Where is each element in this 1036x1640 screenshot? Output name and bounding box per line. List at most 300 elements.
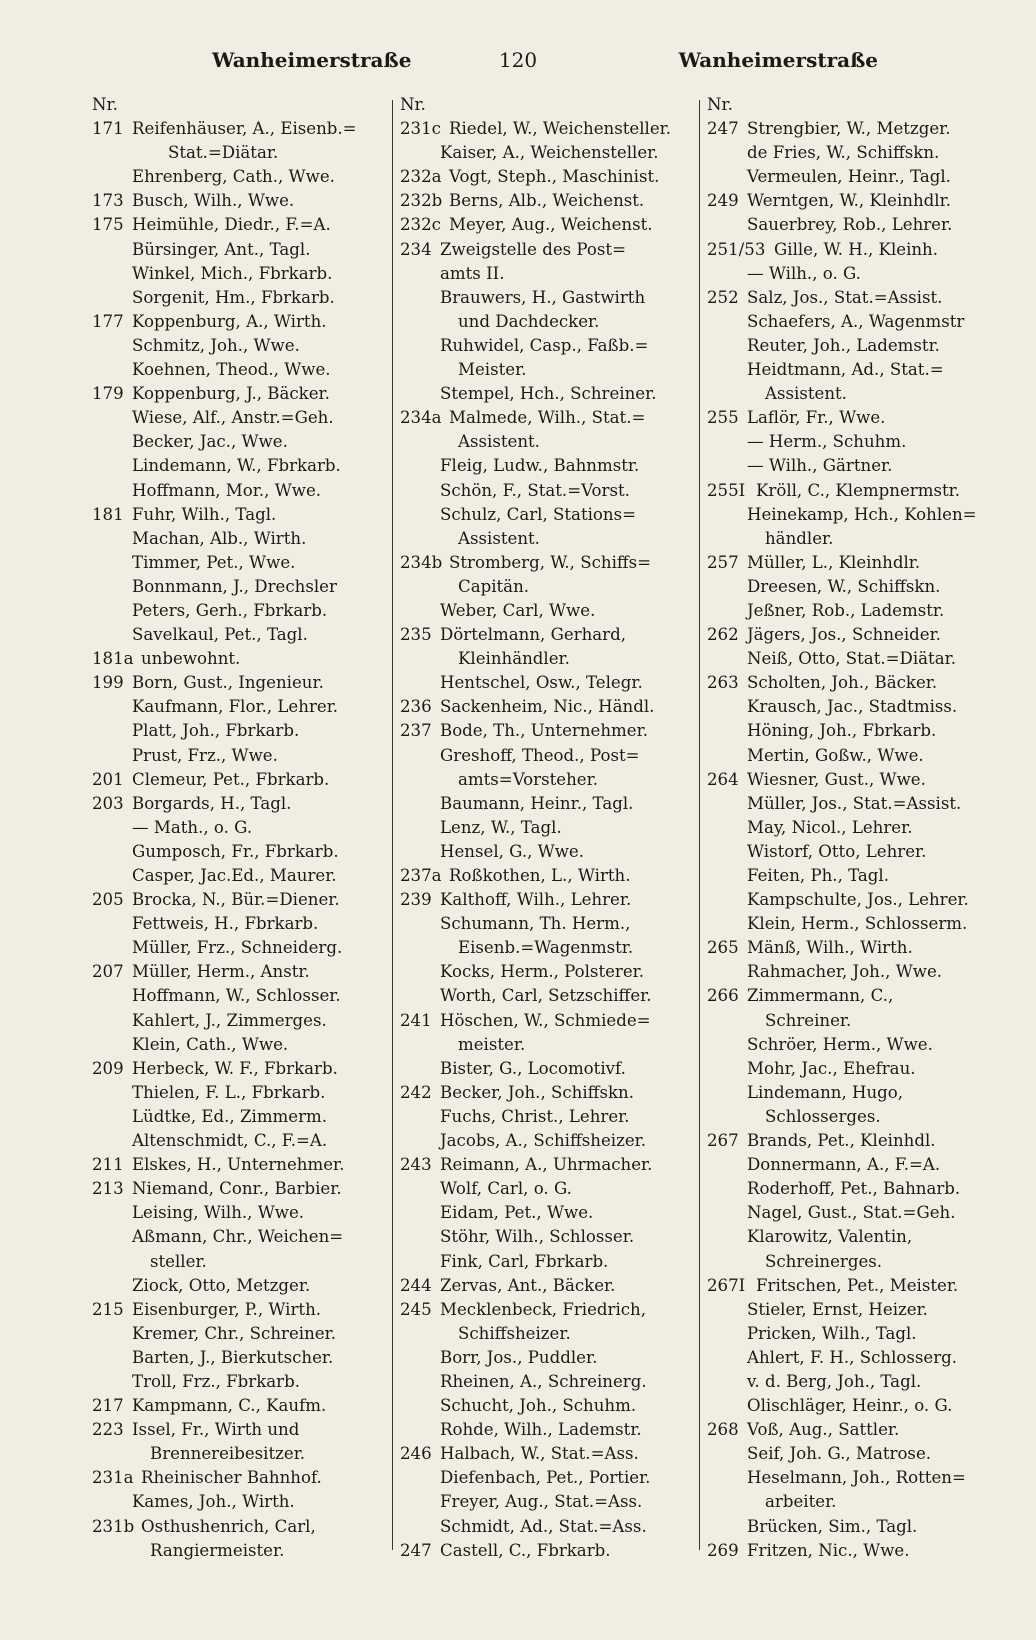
resident-entry: May, Nicol., Lehrer. xyxy=(747,817,913,837)
directory-entry xyxy=(92,1322,392,1346)
resident-entry: Castell, C., Fbrkarb. xyxy=(440,1540,611,1560)
directory-entry xyxy=(707,1009,1007,1033)
header-street-left: Wanheimerstraße xyxy=(212,48,412,72)
directory-entry xyxy=(92,936,392,960)
resident-entry: Kaufmann, Flor., Lehrer. xyxy=(132,697,339,717)
directory-entry xyxy=(92,141,392,165)
directory-entry xyxy=(400,792,700,816)
directory-entry xyxy=(400,768,700,792)
directory-entry xyxy=(400,888,700,912)
resident-entry: Kleinhändler. xyxy=(458,649,570,669)
resident-entry: — Math., o. G. xyxy=(132,817,253,837)
resident-entry: Hensel, G., Wwe. xyxy=(440,841,585,861)
resident-entry: Kremer, Chr., Schreiner. xyxy=(132,1323,336,1343)
resident-entry: Vermeulen, Heinr., Tagl. xyxy=(747,167,951,187)
directory-entry xyxy=(92,117,392,141)
directory-entry xyxy=(92,1442,392,1466)
resident-entry: Schucht, Joh., Schuhm. xyxy=(440,1396,637,1416)
directory-entry xyxy=(707,551,1007,575)
resident-entry: Feiten, Ph., Tagl. xyxy=(747,866,890,885)
house-number: 173 xyxy=(92,191,124,211)
house-number: 243 xyxy=(400,1155,432,1175)
directory-entry xyxy=(707,768,1007,792)
directory-entry xyxy=(400,141,700,165)
house-number: 267I xyxy=(707,1275,746,1295)
resident-entry: Pricken, Wilh., Tagl. xyxy=(747,1323,917,1343)
directory-entry xyxy=(400,382,700,406)
directory-entry xyxy=(707,430,1007,454)
directory-entry xyxy=(400,671,700,695)
resident-entry: Borr, Jos., Puddler. xyxy=(440,1347,598,1367)
resident-entry: Schreinerges. xyxy=(765,1251,883,1271)
directory-entry xyxy=(400,1250,700,1274)
resident-entry: Bürsinger, Ant., Tagl. xyxy=(132,239,311,259)
resident-entry: Scholten, Joh., Bäcker. xyxy=(747,673,938,693)
resident-entry: Schaefers, A., Wagenmstr xyxy=(747,311,965,331)
directory-entry xyxy=(707,1274,1007,1298)
directory-entry xyxy=(92,262,392,286)
directory-entry xyxy=(400,358,700,382)
resident-entry: Reifenhäuser, A., Eisenb.= xyxy=(132,119,357,139)
directory-entry xyxy=(400,1418,700,1442)
directory-entry xyxy=(400,1322,700,1346)
page-header xyxy=(0,48,1036,84)
resident-entry: Machan, Alb., Wirth. xyxy=(132,528,307,548)
directory-entry xyxy=(400,1394,700,1418)
directory-entry xyxy=(92,1466,392,1490)
directory-entry xyxy=(400,334,700,358)
resident-entry: Zimmermann, C., xyxy=(747,986,894,1006)
directory-entry xyxy=(707,1201,1007,1225)
resident-entry: Donnermann, A., F.=A. xyxy=(747,1155,941,1175)
directory-entry xyxy=(707,1129,1007,1153)
resident-entry: Kaiser, A., Weichensteller. xyxy=(440,143,659,163)
resident-entry: Peters, Gerh., Fbrkarb. xyxy=(132,600,328,620)
directory-entry xyxy=(92,575,392,599)
directory-entry xyxy=(707,262,1007,286)
house-number: 241 xyxy=(400,1010,432,1030)
directory-entry xyxy=(707,599,1007,623)
directory-entry xyxy=(400,1370,700,1394)
directory-entry xyxy=(400,695,700,719)
resident-entry: Kampmann, C., Kaufm. xyxy=(132,1396,327,1416)
house-number: 171 xyxy=(92,119,124,139)
house-number: 231a xyxy=(92,1468,134,1488)
directory-entry xyxy=(707,213,1007,237)
house-number: 223 xyxy=(92,1420,124,1440)
resident-entry: Schulz, Carl, Stations= xyxy=(440,504,637,524)
resident-entry: Ehrenberg, Cath., Wwe. xyxy=(132,167,335,187)
resident-entry: v. d. Berg, Joh., Tagl. xyxy=(747,1371,922,1391)
resident-entry: Müller, Herm., Anstr. xyxy=(132,962,310,982)
house-number: 266 xyxy=(707,986,739,1006)
directory-entry xyxy=(92,671,392,695)
directory-entry xyxy=(92,1346,392,1370)
resident-entry: Heselmann, Joh., Rotten= xyxy=(747,1468,966,1488)
directory-entry xyxy=(707,286,1007,310)
directory-entry xyxy=(400,310,700,334)
directory-entry xyxy=(400,647,700,671)
resident-entry: unbewohnt. xyxy=(141,649,241,669)
resident-entry: Thielen, F. L., Fbrkarb. xyxy=(132,1082,326,1102)
resident-entry: Krausch, Jac., Stadtmiss. xyxy=(747,697,958,717)
directory-entry xyxy=(400,936,700,960)
resident-entry: Voß, Aug., Sattler. xyxy=(747,1420,900,1440)
directory-entry xyxy=(707,1177,1007,1201)
house-number: 262 xyxy=(707,625,739,645)
directory-entry xyxy=(92,744,392,768)
house-number: 236 xyxy=(400,697,432,717)
house-number: 199 xyxy=(92,673,124,693)
house-number: 237a xyxy=(400,866,442,885)
directory-entry xyxy=(400,744,700,768)
resident-entry: Riedel, W., Weichensteller. xyxy=(449,119,672,139)
resident-entry: Greshoff, Theod., Post= xyxy=(440,745,640,765)
resident-entry: Troll, Frz., Fbrkarb. xyxy=(132,1371,301,1391)
resident-entry: de Fries, W., Schiffskn. xyxy=(747,143,940,163)
directory-entry xyxy=(400,1153,700,1177)
resident-entry: Zweigstelle des Post= xyxy=(440,239,626,259)
resident-entry: Reimann, A., Uhrmacher. xyxy=(440,1155,653,1175)
directory-entry xyxy=(92,454,392,478)
resident-entry: Salz, Jos., Stat.=Assist. xyxy=(747,287,943,307)
directory-entry xyxy=(92,430,392,454)
directory-entry xyxy=(707,816,1007,840)
resident-entry: meister. xyxy=(458,1034,526,1054)
directory-entry xyxy=(400,1081,700,1105)
directory-entry xyxy=(707,527,1007,551)
resident-entry: Schumann, Th. Herm., xyxy=(440,914,631,934)
directory-entry xyxy=(400,527,700,551)
resident-entry: Winkel, Mich., Fbrkarb. xyxy=(132,263,333,283)
resident-entry: Koppenburg, A., Wirth. xyxy=(132,311,327,331)
resident-entry: Savelkaul, Pet., Tagl. xyxy=(132,625,308,645)
directory-entry xyxy=(92,647,392,671)
resident-entry: Kames, Joh., Wirth. xyxy=(132,1492,295,1512)
resident-entry: Assistent. xyxy=(458,528,540,548)
house-number: 268 xyxy=(707,1420,739,1440)
resident-entry: Stöhr, Wilh., Schlosser. xyxy=(440,1227,635,1247)
resident-entry: Gumposch, Fr., Fbrkarb. xyxy=(132,841,339,861)
resident-entry: Becker, Jac., Wwe. xyxy=(132,432,288,452)
house-number: 265 xyxy=(707,938,739,958)
resident-entry: Elskes, H., Unternehmer. xyxy=(132,1155,345,1175)
directory-entry xyxy=(92,768,392,792)
resident-entry: Rheinen, A., Schreinerg. xyxy=(440,1371,647,1391)
resident-entry: Meyer, Aug., Weichenst. xyxy=(449,215,653,235)
resident-entry: Wiese, Alf., Anstr.=Geh. xyxy=(132,408,334,428)
directory-entry xyxy=(707,1225,1007,1249)
directory-entry xyxy=(707,1250,1007,1274)
resident-entry: — Herm., Schuhm. xyxy=(747,432,907,452)
resident-entry: Fritschen, Pet., Meister. xyxy=(756,1275,959,1295)
house-number: 234a xyxy=(400,408,442,428)
directory-entry xyxy=(400,430,700,454)
directory-entry xyxy=(92,165,392,189)
directory-entry xyxy=(707,647,1007,671)
directory-entry xyxy=(707,503,1007,527)
directory-entry xyxy=(92,551,392,575)
directory-entry xyxy=(707,719,1007,743)
resident-entry: Jägers, Jos., Schneider. xyxy=(747,625,941,645)
directory-entry xyxy=(707,117,1007,141)
resident-entry: Ahlert, F. H., Schlosserg. xyxy=(747,1347,958,1367)
directory-entry xyxy=(707,864,1007,888)
resident-entry: Mecklenbeck, Friedrich, xyxy=(440,1299,647,1319)
resident-entry: Klein, Herm., Schlosserm. xyxy=(747,914,968,934)
directory-entry xyxy=(92,1057,392,1081)
resident-entry: Fink, Carl, Fbrkarb. xyxy=(440,1251,609,1271)
directory-entry xyxy=(400,165,700,189)
directory-entry xyxy=(400,1009,700,1033)
directory-entry xyxy=(400,719,700,743)
resident-entry: Eisenb.=Wagenmstr. xyxy=(458,938,634,958)
directory-entry xyxy=(400,189,700,213)
directory-entry xyxy=(707,671,1007,695)
resident-entry: Assistent. xyxy=(765,384,847,404)
directory-entry xyxy=(400,623,700,647)
directory-entry xyxy=(707,695,1007,719)
directory-entry xyxy=(92,719,392,743)
house-number: 181a xyxy=(92,649,134,669)
resident-entry: Hentschel, Osw., Telegr. xyxy=(440,673,643,693)
resident-entry: Werntgen, W., Kleinhdlr. xyxy=(747,191,951,211)
house-number: 232b xyxy=(400,191,443,211)
header-street-right: Wanheimerstraße xyxy=(678,48,878,72)
column-heading xyxy=(400,93,700,117)
resident-entry: Sorgenit, Hm., Fbrkarb. xyxy=(132,287,335,307)
house-number: 255I xyxy=(707,480,746,500)
resident-entry: Eisenburger, P., Wirth. xyxy=(132,1299,322,1319)
resident-entry: Höschen, W., Schmiede= xyxy=(440,1010,651,1030)
directory-entry xyxy=(400,984,700,1008)
resident-entry: — Wilh., Gärtner. xyxy=(747,456,893,476)
directory-entry xyxy=(400,575,700,599)
resident-entry: Dörtelmann, Gerhard, xyxy=(440,625,626,645)
directory-entry xyxy=(400,1129,700,1153)
directory-entry xyxy=(707,1442,1007,1466)
directory-entry xyxy=(400,238,700,262)
directory-entry xyxy=(400,406,700,430)
resident-entry: Halbach, W., Stat.=Ass. xyxy=(440,1444,639,1464)
resident-entry: Koppenburg, J., Bäcker. xyxy=(132,384,330,404)
directory-entry xyxy=(400,840,700,864)
directory-entry xyxy=(92,1539,392,1563)
resident-entry: Fuhr, Wilh., Tagl. xyxy=(132,504,277,524)
directory-entry xyxy=(400,1346,700,1370)
directory-entry xyxy=(92,912,392,936)
resident-entry: händler. xyxy=(765,528,834,548)
resident-entry: Fritzen, Nic., Wwe. xyxy=(747,1540,910,1560)
resident-entry: Neiß, Otto, Stat.=Diätar. xyxy=(747,649,956,669)
resident-entry: Wistorf, Otto, Lehrer. xyxy=(747,841,927,861)
resident-entry: amts=Vorsteher. xyxy=(458,769,598,789)
resident-entry: Diefenbach, Pet., Portier. xyxy=(440,1468,651,1488)
house-number: 217 xyxy=(92,1396,124,1416)
column-1 xyxy=(92,93,392,1560)
resident-entry: Heimühle, Diedr., F.=A. xyxy=(132,215,331,235)
directory-entry xyxy=(400,864,700,888)
resident-entry: Mertin, Goßw., Wwe. xyxy=(747,745,924,765)
resident-entry: Kröll, C., Klempnermstr. xyxy=(756,480,961,500)
directory-entry xyxy=(400,912,700,936)
resident-entry: Heinekamp, Hch., Kohlen= xyxy=(747,504,977,524)
resident-entry: Brücken, Sim., Tagl. xyxy=(747,1516,918,1536)
resident-entry: Meister. xyxy=(458,360,527,380)
resident-entry: Stempel, Hch., Schreiner. xyxy=(440,384,657,404)
resident-entry: Stromberg, W., Schiffs= xyxy=(449,552,652,572)
house-number: 267 xyxy=(707,1131,739,1151)
directory-entry xyxy=(92,1298,392,1322)
directory-entry xyxy=(400,117,700,141)
column-divider xyxy=(392,100,393,1550)
resident-entry: Freyer, Aug., Stat.=Ass. xyxy=(440,1492,643,1512)
resident-entry: Baumann, Heinr., Tagl. xyxy=(440,793,634,813)
directory-entry xyxy=(92,1105,392,1129)
directory-entry xyxy=(400,1274,700,1298)
resident-entry: Hoffmann, W., Schlosser. xyxy=(132,986,341,1006)
directory-entry xyxy=(92,286,392,310)
column-heading xyxy=(92,93,392,117)
house-number: 215 xyxy=(92,1299,124,1319)
resident-entry: Sauerbrey, Rob., Lehrer. xyxy=(747,215,953,235)
resident-entry: Mohr, Jac., Ehefrau. xyxy=(747,1058,916,1078)
resident-entry: Jeßner, Rob., Lademstr. xyxy=(747,600,945,620)
directory-entry xyxy=(707,888,1007,912)
resident-entry: Clemeur, Pet., Fbrkarb. xyxy=(132,769,330,789)
house-number: 247 xyxy=(400,1540,432,1560)
directory-entry xyxy=(92,1201,392,1225)
directory-entry xyxy=(92,623,392,647)
house-number: 255 xyxy=(707,408,739,428)
resident-entry: Klarowitz, Valentin, xyxy=(747,1227,913,1247)
directory-entry xyxy=(92,1081,392,1105)
resident-entry: Brands, Pet., Kleinhdl. xyxy=(747,1131,936,1151)
directory-entry xyxy=(707,1394,1007,1418)
resident-entry: Ruhwidel, Casp., Faßb.= xyxy=(440,335,649,355)
house-number: 181 xyxy=(92,504,124,524)
house-number: 264 xyxy=(707,769,739,789)
resident-entry: Borgards, H., Tagl. xyxy=(132,793,292,813)
house-number: 211 xyxy=(92,1155,124,1175)
directory-entry xyxy=(400,1298,700,1322)
resident-entry: Becker, Joh., Schiffskn. xyxy=(440,1082,634,1102)
directory-entry xyxy=(400,1201,700,1225)
directory-entry xyxy=(400,1466,700,1490)
resident-entry: Seif, Joh. G., Matrose. xyxy=(747,1444,932,1464)
directory-entry xyxy=(707,1466,1007,1490)
directory-entry xyxy=(707,1298,1007,1322)
house-number: 234 xyxy=(400,239,432,259)
house-number: 246 xyxy=(400,1444,432,1464)
directory-entry xyxy=(400,1033,700,1057)
resident-entry: Altenschmidt, C., F.=A. xyxy=(132,1131,328,1151)
directory-entry xyxy=(92,1515,392,1539)
resident-entry: Rahmacher, Joh., Wwe. xyxy=(747,962,943,982)
house-number: 205 xyxy=(92,890,124,910)
resident-entry: Müller, L., Kleinhdlr. xyxy=(747,552,921,572)
resident-entry: Malmede, Wilh., Stat.= xyxy=(449,408,646,428)
house-number: 257 xyxy=(707,552,739,572)
directory-entry xyxy=(707,1370,1007,1394)
directory-entry xyxy=(400,1225,700,1249)
directory-entry xyxy=(92,960,392,984)
resident-entry: Sackenheim, Nic., Händl. xyxy=(440,697,655,717)
resident-entry: Leising, Wilh., Wwe. xyxy=(132,1203,305,1223)
resident-entry: Schön, F., Stat.=Vorst. xyxy=(440,480,630,500)
directory-entry xyxy=(400,1490,700,1514)
directory-entry xyxy=(92,382,392,406)
directory-entry xyxy=(707,936,1007,960)
resident-entry: Schmitz, Joh., Wwe. xyxy=(132,335,300,355)
directory-entry xyxy=(707,1515,1007,1539)
resident-entry: Worth, Carl, Setzschiffer. xyxy=(440,986,652,1006)
directory-entry xyxy=(400,816,700,840)
directory-entry xyxy=(92,840,392,864)
resident-entry: Kampschulte, Jos., Lehrer. xyxy=(747,890,969,910)
resident-entry: Weber, Carl, Wwe. xyxy=(440,600,596,620)
directory-entry xyxy=(707,406,1007,430)
column-2 xyxy=(400,93,700,1560)
resident-entry: Höning, Joh., Fbrkarb. xyxy=(747,721,937,741)
resident-entry: Koehnen, Theod., Wwe. xyxy=(132,360,331,380)
directory-entry xyxy=(707,189,1007,213)
resident-entry: Niemand, Conr., Barbier. xyxy=(132,1179,342,1199)
house-number: 209 xyxy=(92,1058,124,1078)
house-number: 231b xyxy=(92,1516,135,1536)
resident-entry: Stieler, Ernst, Heizer. xyxy=(747,1299,928,1319)
house-number: 239 xyxy=(400,890,432,910)
directory-entry xyxy=(707,623,1007,647)
resident-entry: Platt, Joh., Fbrkarb. xyxy=(132,721,300,741)
resident-entry: Roderhoff, Pet., Bahnarb. xyxy=(747,1179,961,1199)
resident-entry: arbeiter. xyxy=(765,1492,837,1512)
directory-entry xyxy=(92,334,392,358)
resident-entry: Zervas, Ant., Bäcker. xyxy=(440,1275,616,1295)
resident-entry: Busch, Wilh., Wwe. xyxy=(132,191,295,211)
column-heading-label: Nr. xyxy=(400,95,426,114)
resident-entry: Rangiermeister. xyxy=(150,1540,285,1560)
resident-entry: Lindemann, Hugo, xyxy=(747,1082,904,1102)
directory-entry xyxy=(92,310,392,334)
resident-entry: — Wilh., o. G. xyxy=(747,263,861,283)
resident-entry: Fuchs, Christ., Lehrer. xyxy=(440,1106,630,1126)
directory-entry xyxy=(92,1418,392,1442)
resident-entry: Capitän. xyxy=(458,576,530,596)
directory-entry xyxy=(400,960,700,984)
resident-entry: Herbeck, W. F., Fbrkarb. xyxy=(132,1058,338,1078)
directory-entry xyxy=(400,1515,700,1539)
resident-entry: Bonnmann, J., Drechsler xyxy=(132,576,337,596)
house-number: 249 xyxy=(707,191,739,211)
house-number: 237 xyxy=(400,721,432,741)
resident-entry: Kahlert, J., Zimmerges. xyxy=(132,1010,327,1030)
resident-entry: Laflör, Fr., Wwe. xyxy=(747,408,886,428)
house-number: 201 xyxy=(92,769,124,789)
resident-entry: Mänß, Wilh., Wirth. xyxy=(747,938,913,958)
directory-entry xyxy=(707,382,1007,406)
house-number: 232a xyxy=(400,167,442,187)
directory-entry xyxy=(92,864,392,888)
directory-entry xyxy=(707,165,1007,189)
house-number: 177 xyxy=(92,311,124,331)
directory-entry xyxy=(707,454,1007,478)
directory-entry xyxy=(400,599,700,623)
resident-entry: Müller, Jos., Stat.=Assist. xyxy=(747,793,962,813)
directory-entry xyxy=(707,1081,1007,1105)
directory-entry xyxy=(707,960,1007,984)
resident-entry: Dreesen, W., Schiffskn. xyxy=(747,576,941,596)
